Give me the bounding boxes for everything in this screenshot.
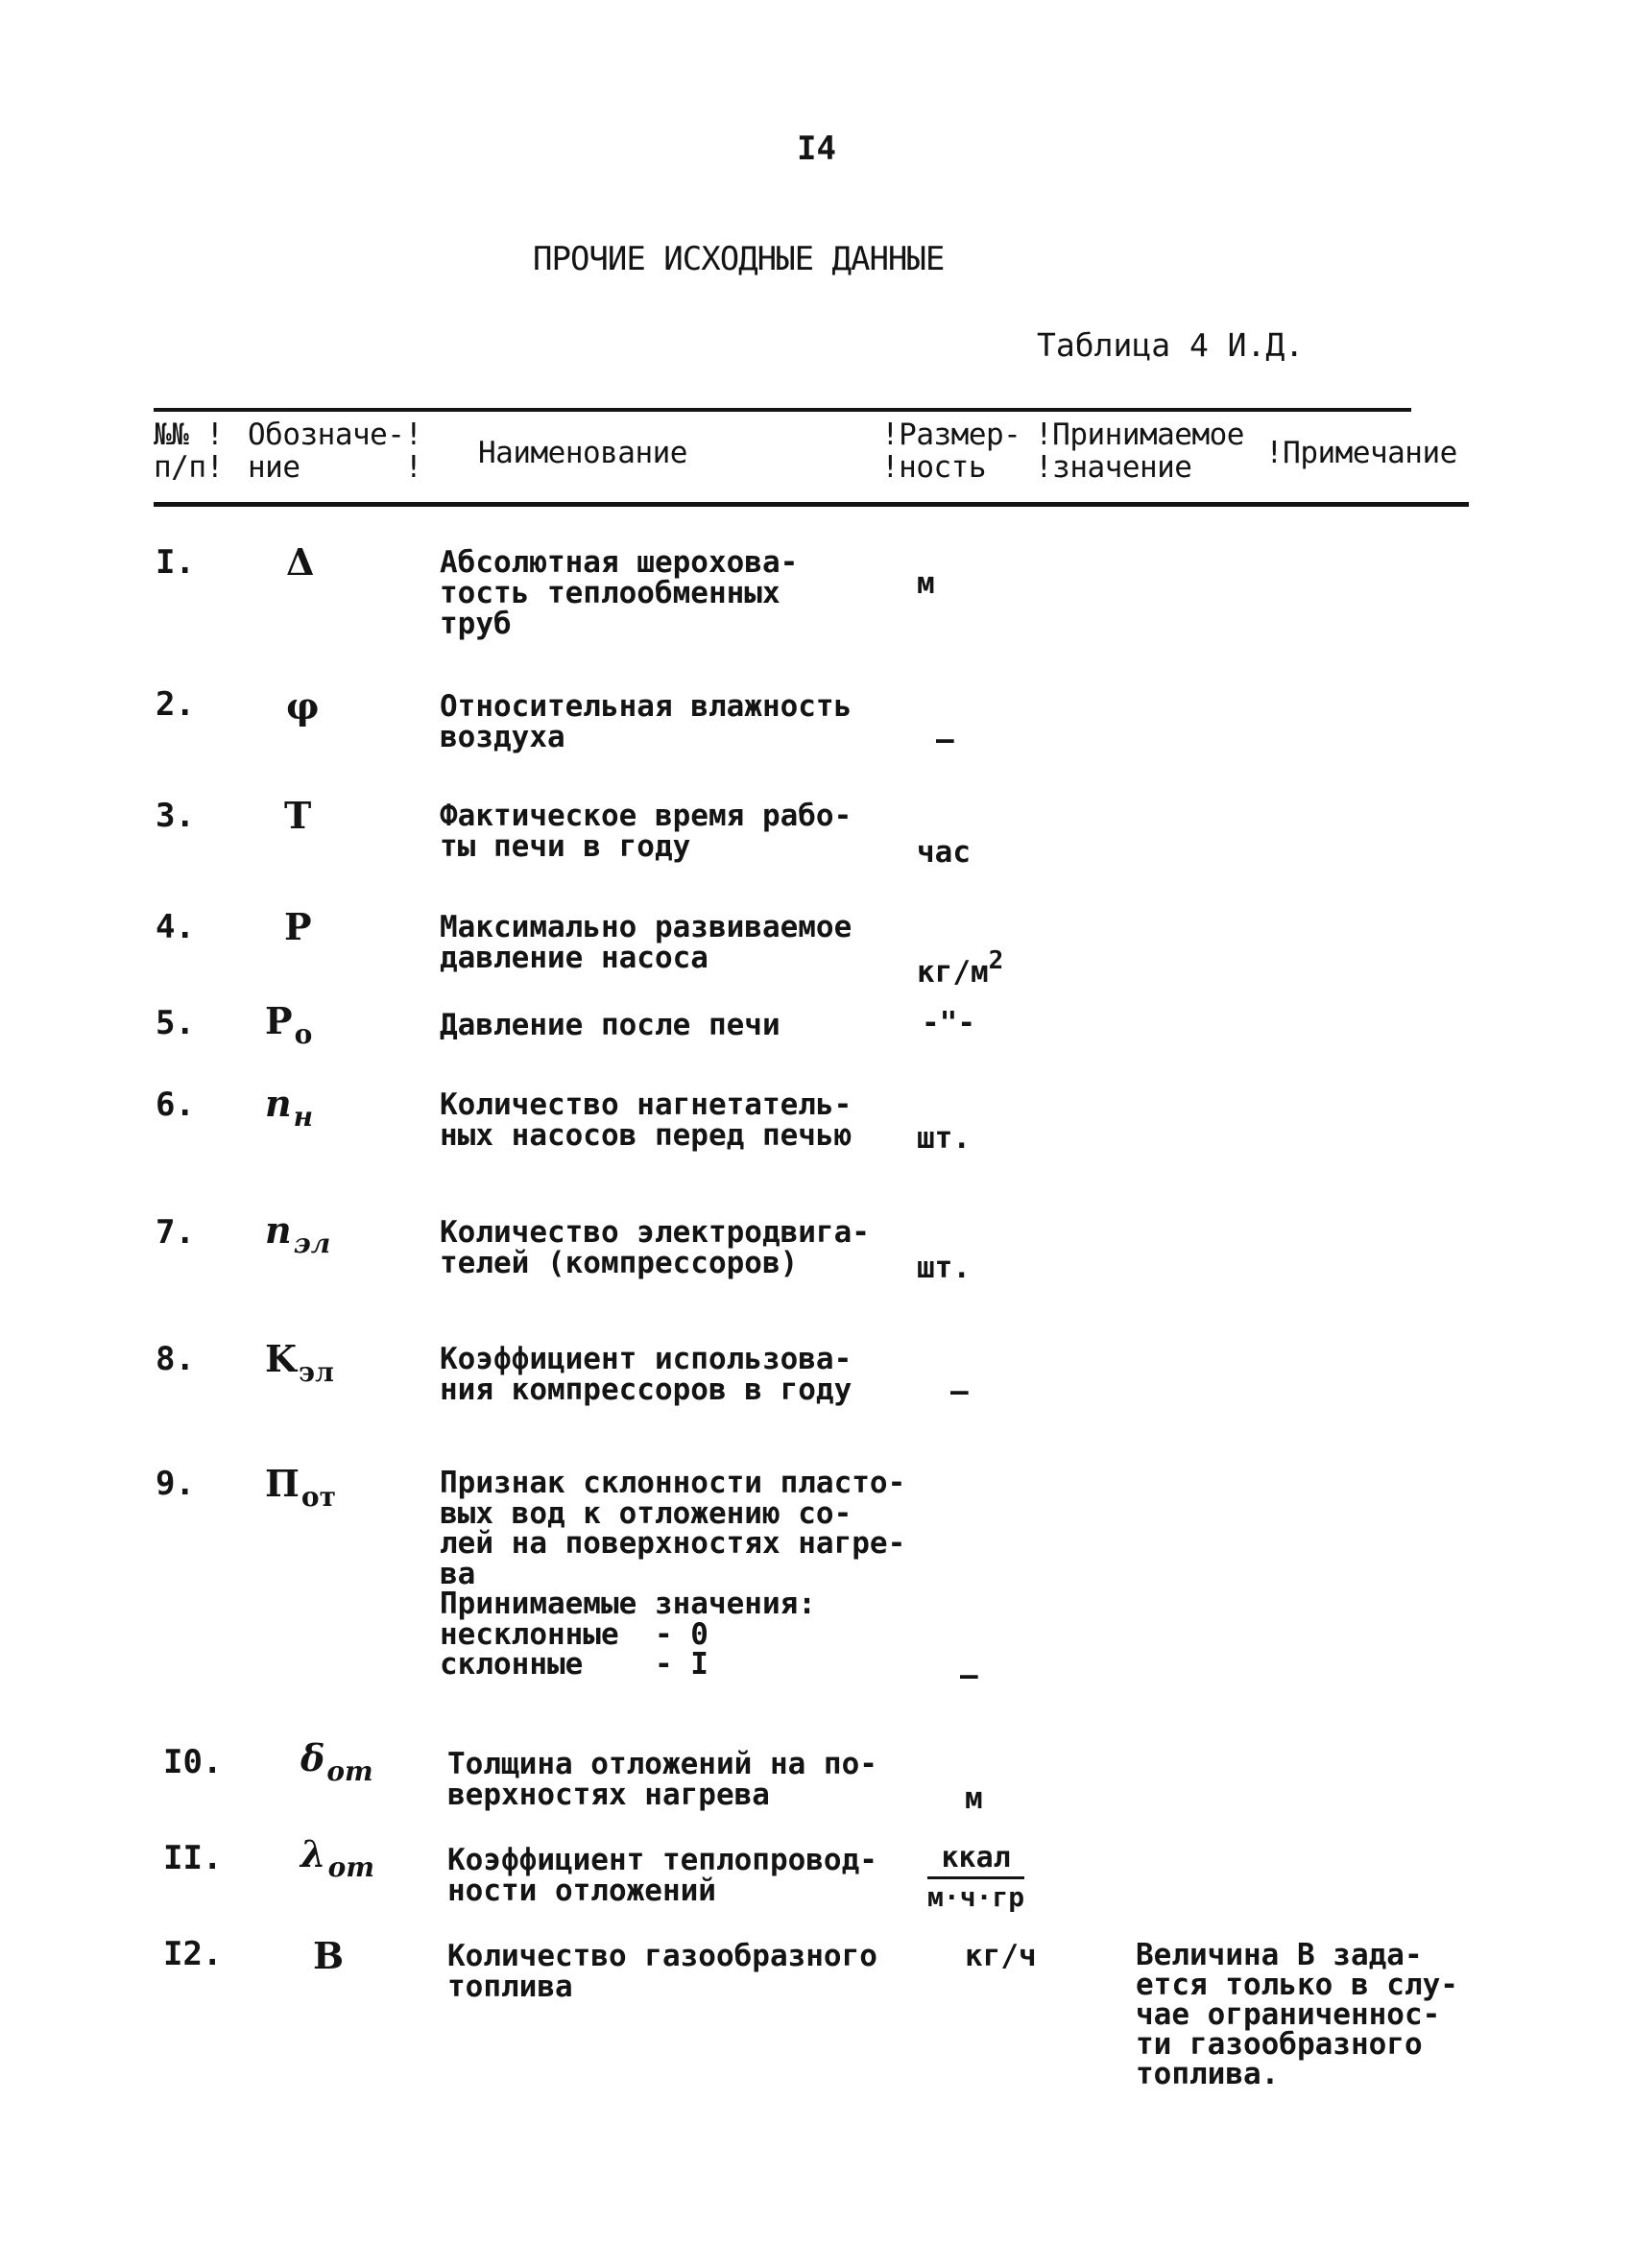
row-number: 5. [156,1004,195,1042]
parameter-name: Коэффициент теплопровод- ности отложений [447,1843,877,1908]
parameter-name: Фактическое время рабо- ты печи в году [440,799,853,864]
symbol-subscript: от [326,1755,373,1787]
column-header-remark: !Примечание [1265,436,1457,470]
parameter-name: Относительная влажность воздуха [440,689,853,754]
row-number: 8. [156,1340,195,1378]
parameter-name: Количество нагнетатель- ных насосов перед печью [440,1087,853,1153]
parameter-unit: шт. [917,1251,971,1285]
designation-symbol: $K_{эл}$ [265,1337,334,1388]
designation-symbol: $\lambda_{от}$ [300,1832,374,1883]
unit-exponent: 2 [988,946,1004,975]
table-header-rule [154,502,1469,507]
symbol-subscript: эл [293,1228,331,1259]
designation-symbol: B [313,1934,345,1977]
column-header-designation: Обозначе-! ние ! [248,418,422,485]
parameter-name: Количество электродвига- телей (компрессоров) [440,1215,870,1280]
designation-symbol: $n_н$ [265,1082,314,1133]
parameter-unit: кг/ч [965,1939,1037,1973]
row-number: 2. [156,685,195,724]
row-number: 9. [156,1465,195,1503]
symbol-subscript: от [327,1851,374,1883]
row-number: I. [156,543,195,582]
parameter-unit: – [960,1659,978,1693]
parameter-remark: Величина В зада- ется только в слу- чае ограниченнос- ти газообразного топлива. [1136,1938,1458,2091]
page-title: ПРОЧИЕ ИСХОДНЫЕ ДАННЫЕ [533,240,945,278]
designation-symbol: Δ [286,540,315,584]
symbol-subscript: н [293,1101,314,1133]
designation-symbol: φ [286,684,320,728]
unit-numerator: ккал [927,1841,1024,1879]
parameter-unit: час [917,835,971,870]
parameter-unit: -"- [922,1006,975,1040]
row-number: 6. [156,1086,195,1124]
symbol-subscript: o [294,1018,313,1050]
parameter-unit: $кг/м^2$ [917,946,1004,990]
parameter-unit: – [936,723,954,757]
parameter-name: Количество газообразного топлива [447,1939,877,2004]
column-header-number: №№ ! п/п! [154,418,224,485]
parameter-name: Признак склонности пласто- вых вод к отложению со- лей на поверхностях нагре- ва Принимаемые значения: несклонные - 0 склонные - I [440,1466,906,1682]
symbol-subscript: эл [299,1356,334,1388]
row-number: I0. [163,1743,223,1781]
row-number: 3. [156,797,195,835]
parameter-name: Толщина отложений на по- верхностях нагрева [447,1747,877,1812]
designation-symbol: P [284,905,312,948]
row-number: 4. [156,908,195,946]
row-number: I2. [163,1935,223,1973]
row-number: II. [163,1839,223,1877]
parameter-unit: – [950,1374,969,1409]
unit-denominator: м·ч·гр [927,1881,1025,1913]
parameter-unit-fraction [927,1841,1024,1913]
designation-symbol: $n_{эл}$ [265,1208,331,1259]
designation-symbol: T [284,794,312,837]
page-number: I4 [797,130,836,168]
column-header-name: Наименование [478,436,687,470]
designation-symbol: $П_{от}$ [265,1462,336,1513]
symbol-subscript: от [300,1481,336,1513]
parameter-unit: м [917,566,935,601]
designation-symbol: $P_o$ [265,999,313,1050]
row-number: 7. [156,1213,195,1252]
table-label: Таблица 4 И.Д. [1037,326,1305,364]
parameter-name: Давление после печи [440,1008,780,1042]
parameter-unit: шт. [917,1121,971,1156]
parameter-name: Коэффициент использова- ния компрессоров в году [440,1342,853,1407]
column-header-dimension: !Размер- !ность [881,418,1021,485]
parameter-name: Абсолютная шерохова- тость теплообменных труб [440,545,799,641]
table-top-rule [154,408,1411,412]
designation-symbol: $\delta_{от}$ [300,1736,373,1787]
column-header-accepted-value: !Принимаемое !значение [1035,418,1244,485]
parameter-name: Максимально развиваемое давление насоса [440,910,853,975]
parameter-unit: м [965,1781,983,1816]
